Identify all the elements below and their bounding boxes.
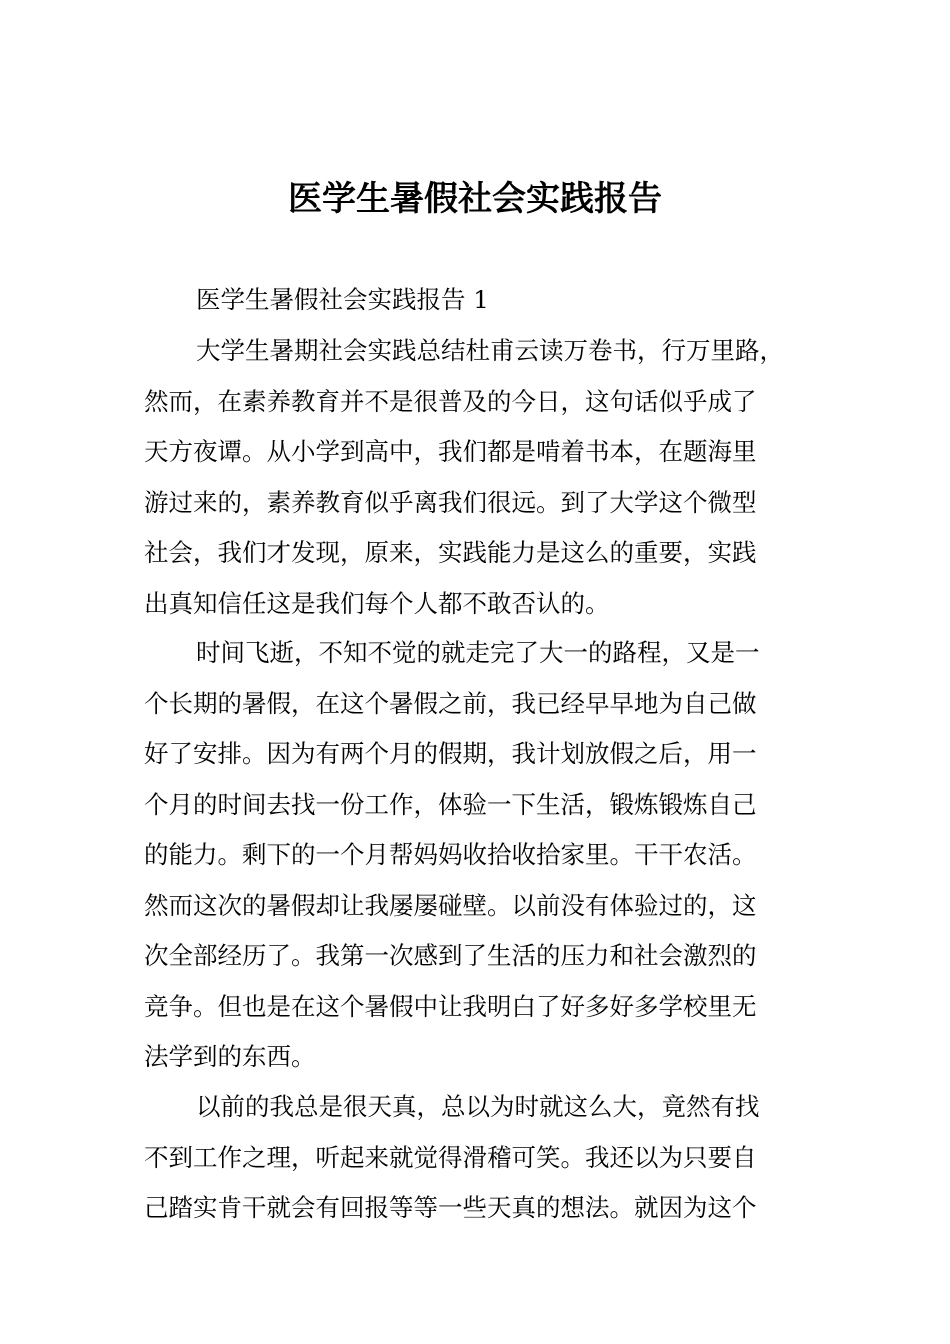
- paragraph-line: 然而，在素养教育并不是很普及的今日，这句话似乎成了: [144, 386, 757, 416]
- section-heading: 医学生暑假社会实践报告 1: [196, 285, 489, 314]
- paragraph-line: 竞争。但也是在这个暑假中让我明白了好多好多学校里无: [144, 991, 757, 1021]
- paragraph-line: 天方夜谭。从小学到高中，我们都是啃着书本，在题海里: [144, 437, 757, 466]
- paragraph-line: 个长期的暑假，在这个暑假之前，我已经早早地为自己做: [144, 688, 757, 718]
- document-title: 医学生暑假社会实践报告: [288, 179, 662, 219]
- paragraph-line: 以前的我总是很天真，总以为时就这么大，竟然有找: [196, 1092, 760, 1121]
- paragraph-line: 然而这次的暑假却让我屡屡碰壁。以前没有体验过的，这: [144, 890, 757, 920]
- paragraph-line: 时间飞逝，不知不觉的就走完了大一的路程，又是一: [196, 638, 760, 667]
- paragraph-line: 出真知信任这是我们每个人都不敢否认的。: [144, 588, 610, 618]
- paragraph-line: 好了安排。因为有两个月的假期，我计划放假之后，用一: [144, 739, 757, 768]
- paragraph-line: 的能力。剩下的一个月帮妈妈收拾收拾家里。干干农活。: [144, 840, 757, 869]
- paragraph-3: [144, 1082, 808, 1234]
- paragraph-line: 游过来的，素养教育似乎离我们很远。到了大学这个微型: [144, 487, 757, 517]
- paragraph-line: 己踏实肯干就会有回报等等一些天真的想法。就因为这个: [144, 1193, 757, 1222]
- paragraph-2: [144, 628, 808, 1083]
- paragraph-line: 不到工作之理，听起来就觉得滑稽可笑。我还以为只要自: [144, 1142, 757, 1172]
- paragraph-line: 次全部经历了。我第一次感到了生活的压力和社会激烈的: [144, 941, 757, 970]
- paragraph-1: [144, 326, 808, 629]
- paragraph-line: 大学生暑期社会实践总结杜甫云读万卷书，行万里路，: [196, 336, 784, 365]
- paragraph-line: 法学到的东西。: [144, 1042, 316, 1071]
- paragraph-line: 社会，我们才发现，原来，实践能力是这么的重要，实践: [144, 538, 757, 567]
- paragraph-line: 个月的时间去找一份工作，体验一下生活，锻炼锻炼自己: [144, 789, 757, 819]
